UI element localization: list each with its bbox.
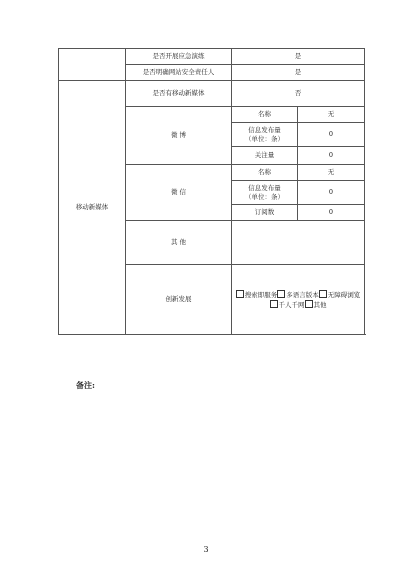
option-personalized[interactable]: 千人千网 bbox=[270, 301, 305, 309]
weibo-name-label: 名称 bbox=[232, 107, 298, 123]
has-mobile-label: 是否有移动新媒体 bbox=[126, 81, 232, 107]
weibo-posts-value: 0 bbox=[298, 123, 365, 147]
innovation-label: 创新发展 bbox=[126, 265, 232, 335]
website-report-table bbox=[58, 48, 365, 335]
wechat-name-value: 无 bbox=[298, 165, 365, 181]
checkbox-icon[interactable] bbox=[270, 300, 278, 308]
other-label: 其 他 bbox=[126, 221, 232, 265]
checkbox-icon[interactable] bbox=[305, 300, 313, 308]
mobile-group-label: 移动新媒体 bbox=[59, 81, 126, 335]
innovation-options bbox=[232, 265, 365, 335]
weibo-name-value: 无 bbox=[298, 107, 365, 123]
checkbox-icon[interactable] bbox=[277, 290, 285, 298]
wechat-posts-label: 信息发布量 （单位：条） bbox=[232, 181, 298, 205]
wechat-title: 微 信 bbox=[126, 165, 232, 221]
weibo-posts-label: 信息发布量 （单位：条） bbox=[232, 123, 298, 147]
checkbox-icon[interactable] bbox=[236, 290, 244, 298]
other-value bbox=[232, 221, 365, 265]
wechat-subs-value: 0 bbox=[298, 205, 365, 221]
blank-cell bbox=[59, 49, 126, 81]
wechat-posts-value: 0 bbox=[298, 181, 365, 205]
option-multilingual[interactable]: 多语言版本 bbox=[277, 291, 319, 299]
checkbox-icon[interactable] bbox=[319, 290, 327, 298]
drill-value: 是 bbox=[232, 49, 365, 65]
option-search-service[interactable]: 搜索即服务 bbox=[236, 291, 278, 299]
security-label: 是否明确网站安全责任人 bbox=[126, 65, 232, 81]
wechat-subs-label: 订阅数 bbox=[232, 205, 298, 221]
page-number: 3 bbox=[203, 545, 209, 554]
weibo-follow-value: 0 bbox=[298, 147, 365, 165]
security-value: 是 bbox=[232, 65, 365, 81]
option-accessible[interactable]: 无障碍浏览 bbox=[319, 291, 361, 299]
weibo-title: 微 博 bbox=[126, 107, 232, 165]
drill-label: 是否开展应急演练 bbox=[126, 49, 232, 65]
has-mobile-value: 否 bbox=[232, 81, 365, 107]
table-row bbox=[59, 49, 365, 65]
table-row bbox=[59, 81, 365, 107]
note-label: 备注: bbox=[76, 380, 95, 390]
wechat-name-label: 名称 bbox=[232, 165, 298, 181]
weibo-follow-label: 关注量 bbox=[232, 147, 298, 165]
option-other[interactable]: 其他 bbox=[305, 301, 327, 309]
